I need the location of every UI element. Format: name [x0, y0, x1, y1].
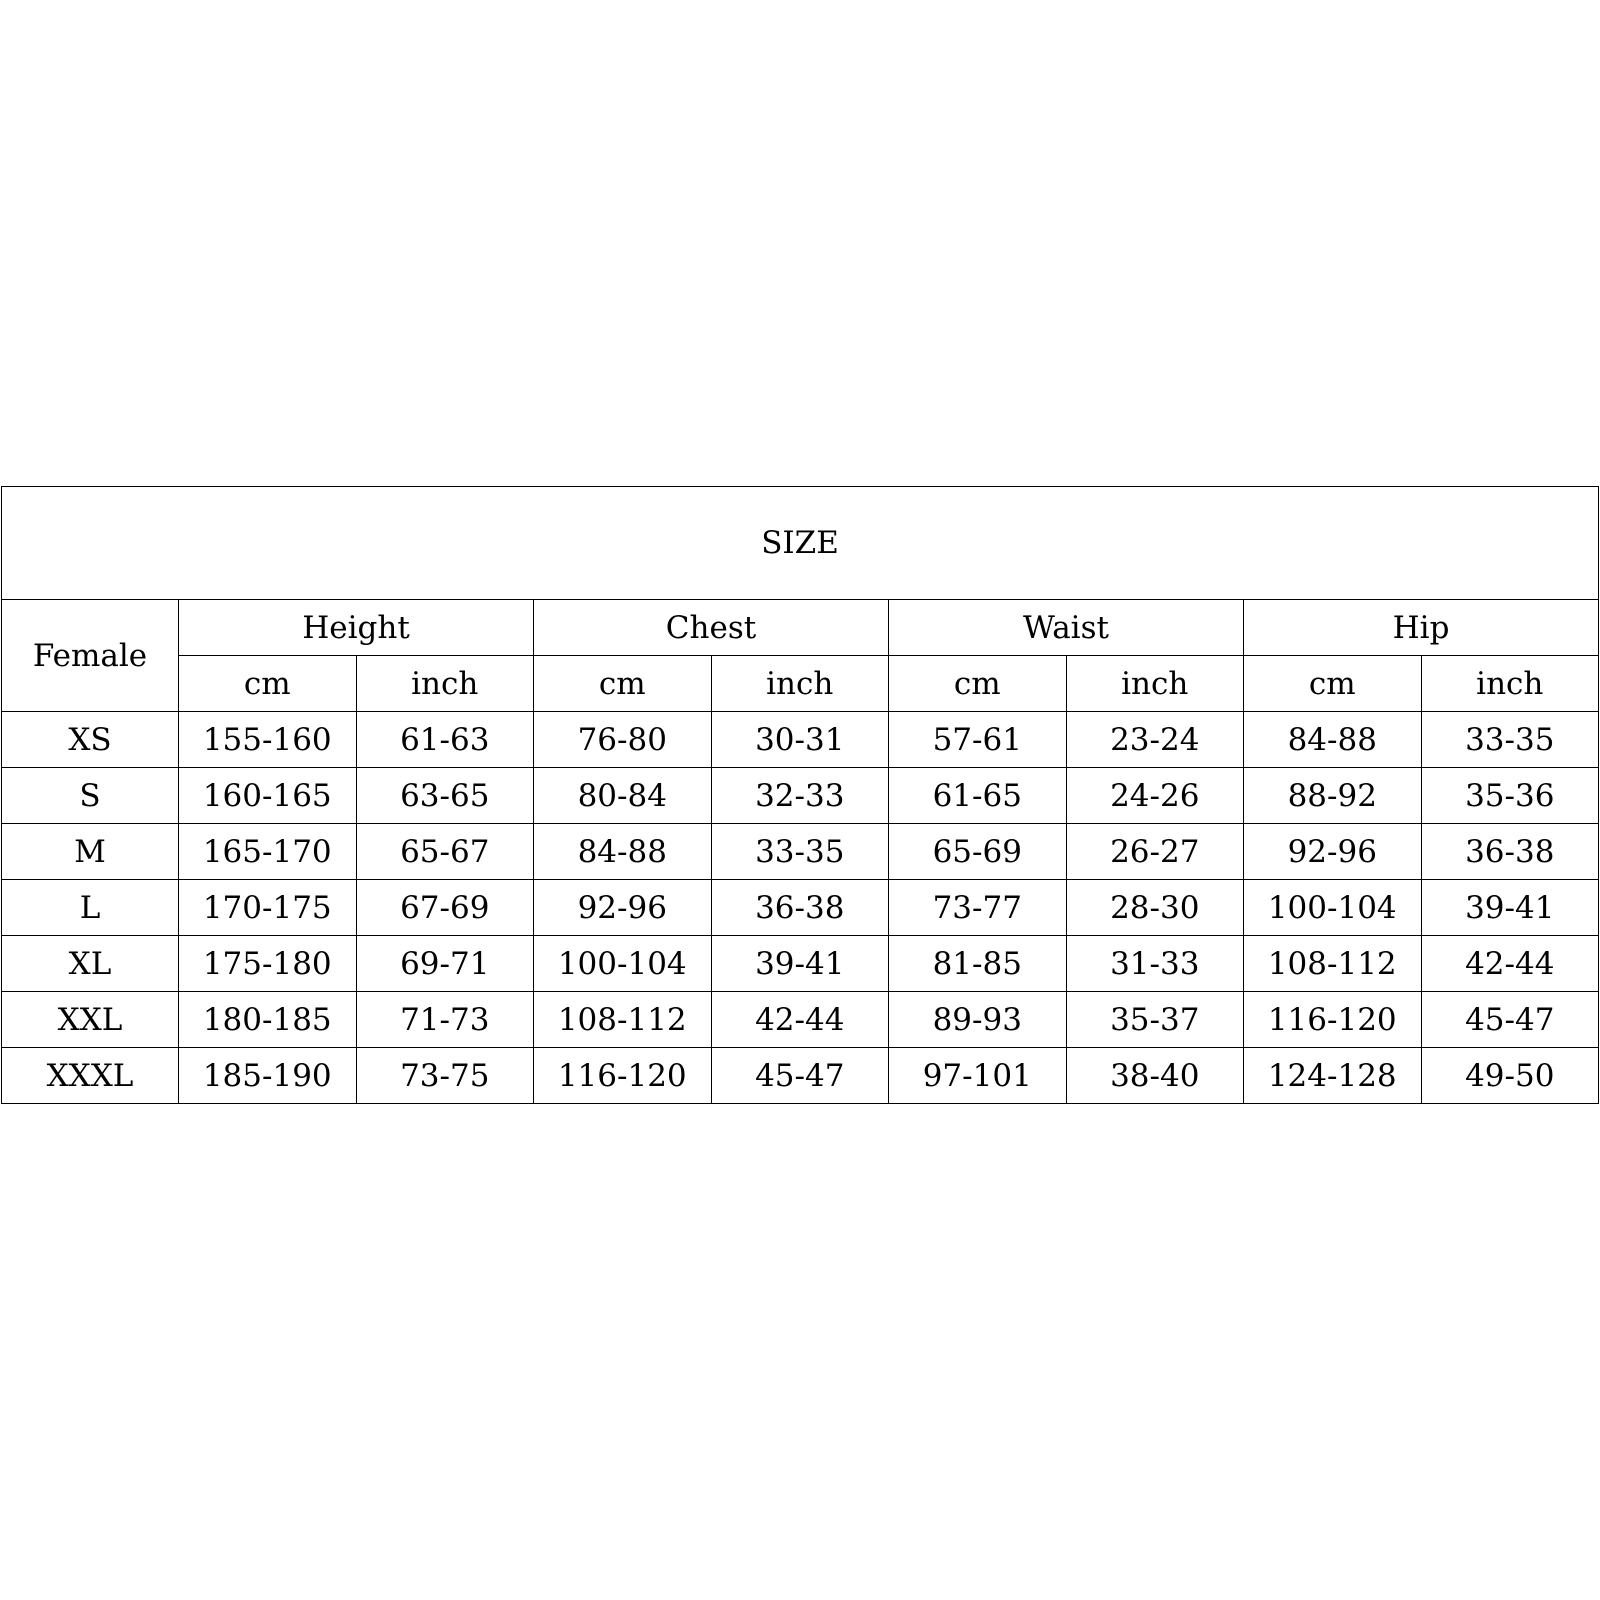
waist-inch-cell: 38-40: [1066, 1048, 1244, 1104]
height-inch-cell: 71-73: [356, 992, 534, 1048]
chest-inch-cell: 32-33: [711, 768, 889, 824]
hip-cm-cell: 100-104: [1244, 880, 1422, 936]
hip-inch-cell: 35-36: [1421, 768, 1599, 824]
size-label-cell: XS: [2, 712, 179, 768]
waist-header: Waist: [889, 600, 1244, 656]
height-cm-cell: 165-170: [179, 824, 357, 880]
height-header: Height: [179, 600, 534, 656]
hip-cm-cell: 124-128: [1244, 1048, 1422, 1104]
hip-inch-cell: 36-38: [1421, 824, 1599, 880]
chest-cm-header: cm: [534, 656, 712, 712]
female-header: Female: [2, 600, 179, 712]
table-row: [2, 880, 1599, 936]
table-row: [2, 824, 1599, 880]
hip-inch-cell: 42-44: [1421, 936, 1599, 992]
chest-cm-cell: 76-80: [534, 712, 712, 768]
chest-cm-cell: 108-112: [534, 992, 712, 1048]
height-cm-cell: 170-175: [179, 880, 357, 936]
unit-header-row: [2, 656, 1599, 712]
height-inch-cell: 69-71: [356, 936, 534, 992]
size-label-cell: XL: [2, 936, 179, 992]
table-title: SIZE: [2, 487, 1599, 600]
hip-cm-header: cm: [1244, 656, 1422, 712]
height-inch-cell: 73-75: [356, 1048, 534, 1104]
chest-inch-header: inch: [711, 656, 889, 712]
waist-inch-cell: 24-26: [1066, 768, 1244, 824]
waist-inch-cell: 35-37: [1066, 992, 1244, 1048]
height-inch-cell: 67-69: [356, 880, 534, 936]
chest-inch-cell: 42-44: [711, 992, 889, 1048]
waist-cm-cell: 57-61: [889, 712, 1067, 768]
waist-inch-cell: 31-33: [1066, 936, 1244, 992]
chest-cm-cell: 80-84: [534, 768, 712, 824]
height-inch-cell: 61-63: [356, 712, 534, 768]
table-row: [2, 992, 1599, 1048]
measurement-header-row: [2, 600, 1599, 656]
chest-inch-cell: 45-47: [711, 1048, 889, 1104]
waist-cm-cell: 81-85: [889, 936, 1067, 992]
chest-cm-cell: 92-96: [534, 880, 712, 936]
hip-cm-cell: 108-112: [1244, 936, 1422, 992]
height-cm-cell: 155-160: [179, 712, 357, 768]
chest-cm-cell: 84-88: [534, 824, 712, 880]
height-cm-cell: 175-180: [179, 936, 357, 992]
hip-cm-cell: 116-120: [1244, 992, 1422, 1048]
size-label-cell: M: [2, 824, 179, 880]
height-inch-cell: 63-65: [356, 768, 534, 824]
hip-cm-cell: 92-96: [1244, 824, 1422, 880]
height-cm-cell: 185-190: [179, 1048, 357, 1104]
size-label-cell: XXL: [2, 992, 179, 1048]
chest-cm-cell: 100-104: [534, 936, 712, 992]
hip-inch-cell: 45-47: [1421, 992, 1599, 1048]
hip-header: Hip: [1244, 600, 1599, 656]
table-row: [2, 768, 1599, 824]
height-cm-cell: 180-185: [179, 992, 357, 1048]
chest-cm-cell: 116-120: [534, 1048, 712, 1104]
size-chart-table: [1, 486, 1599, 1104]
waist-inch-cell: 26-27: [1066, 824, 1244, 880]
height-cm-header: cm: [179, 656, 357, 712]
chest-inch-cell: 36-38: [711, 880, 889, 936]
size-label-cell: XXXL: [2, 1048, 179, 1104]
height-inch-header: inch: [356, 656, 534, 712]
waist-inch-header: inch: [1066, 656, 1244, 712]
hip-inch-cell: 33-35: [1421, 712, 1599, 768]
waist-inch-cell: 28-30: [1066, 880, 1244, 936]
table-row: [2, 1048, 1599, 1104]
hip-cm-cell: 88-92: [1244, 768, 1422, 824]
waist-cm-cell: 89-93: [889, 992, 1067, 1048]
waist-cm-cell: 65-69: [889, 824, 1067, 880]
chest-inch-cell: 39-41: [711, 936, 889, 992]
chest-header: Chest: [534, 600, 889, 656]
hip-inch-cell: 49-50: [1421, 1048, 1599, 1104]
waist-cm-header: cm: [889, 656, 1067, 712]
waist-cm-cell: 61-65: [889, 768, 1067, 824]
size-label-cell: S: [2, 768, 179, 824]
waist-cm-cell: 97-101: [889, 1048, 1067, 1104]
waist-inch-cell: 23-24: [1066, 712, 1244, 768]
table-row: [2, 712, 1599, 768]
size-label-cell: L: [2, 880, 179, 936]
hip-cm-cell: 84-88: [1244, 712, 1422, 768]
chest-inch-cell: 30-31: [711, 712, 889, 768]
waist-cm-cell: 73-77: [889, 880, 1067, 936]
height-inch-cell: 65-67: [356, 824, 534, 880]
hip-inch-cell: 39-41: [1421, 880, 1599, 936]
title-row: [2, 487, 1599, 600]
height-cm-cell: 160-165: [179, 768, 357, 824]
table-row: [2, 936, 1599, 992]
hip-inch-header: inch: [1421, 656, 1599, 712]
chest-inch-cell: 33-35: [711, 824, 889, 880]
